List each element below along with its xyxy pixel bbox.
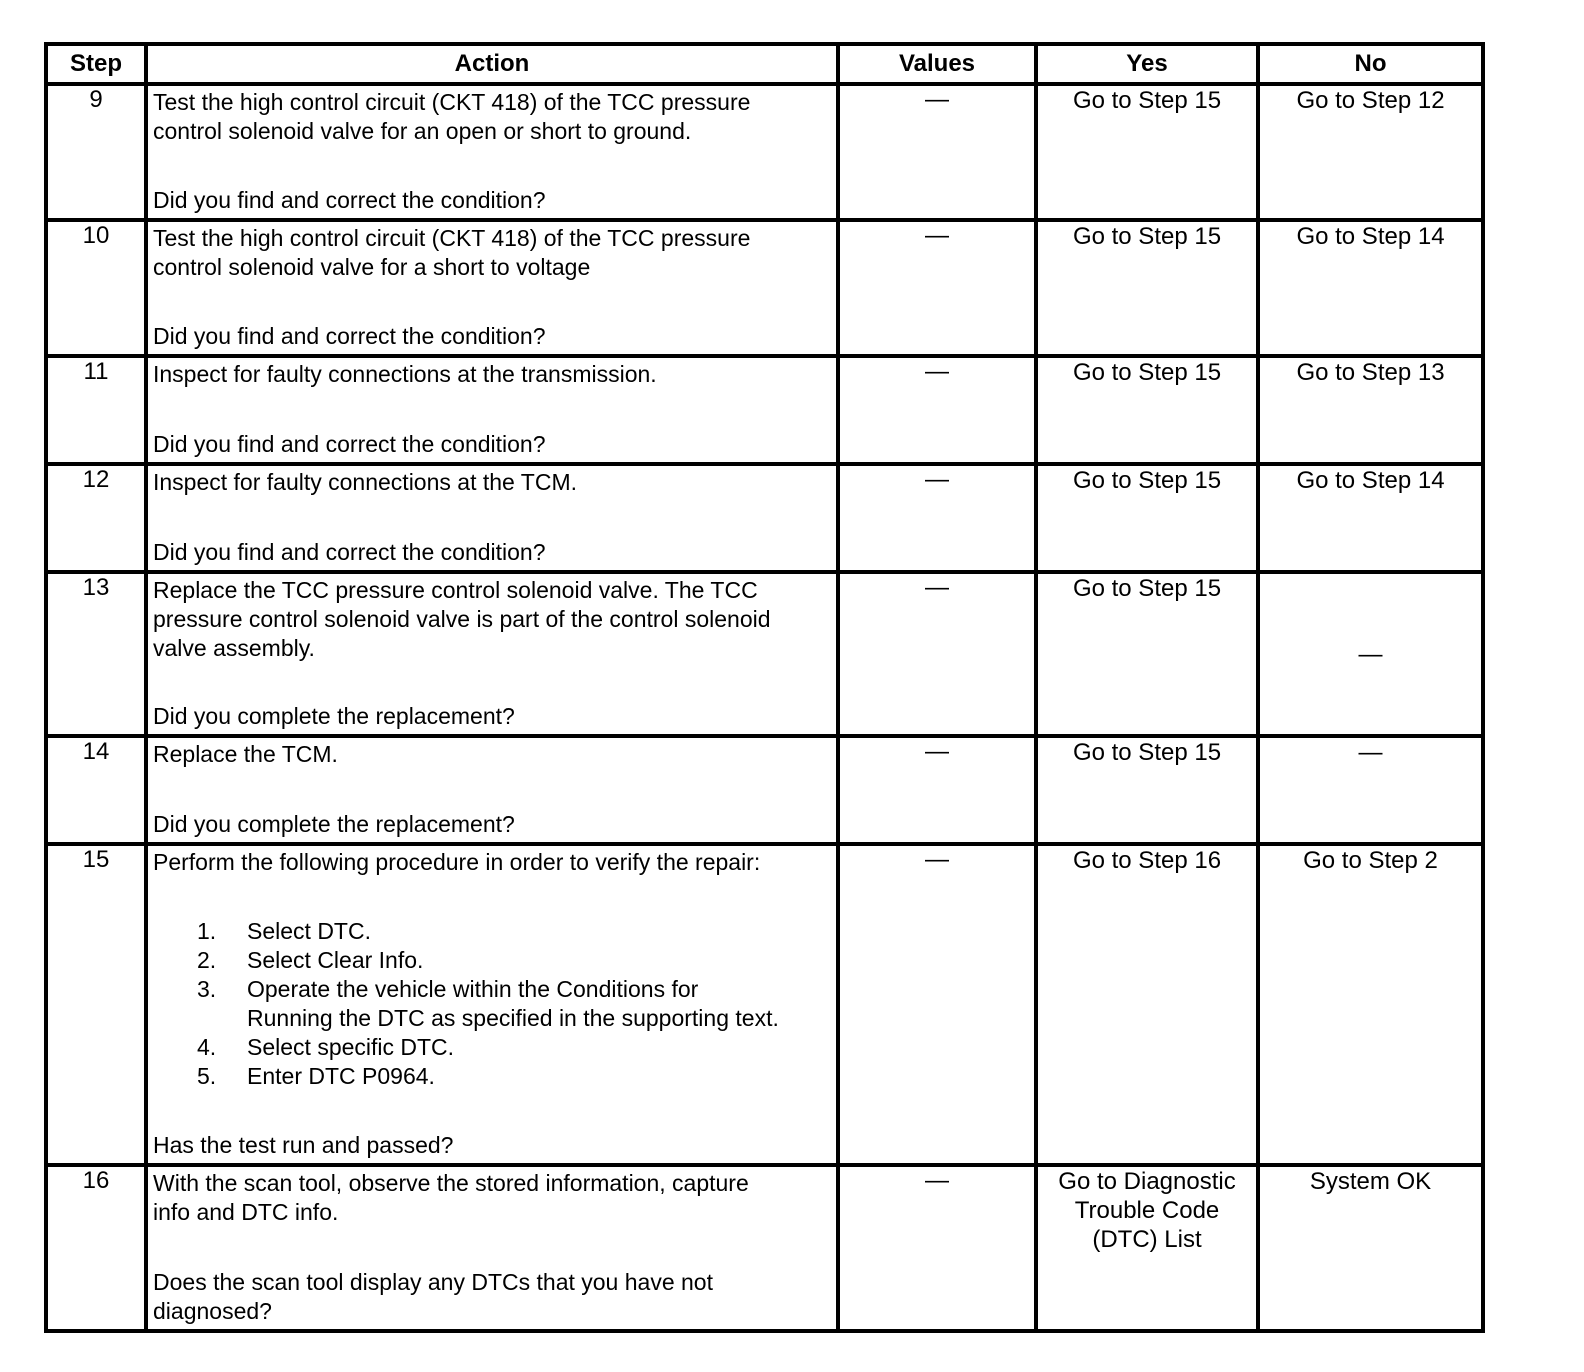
yes-cell: Go to Step 15	[1036, 572, 1258, 736]
no-cell: Go to Step 2	[1258, 844, 1483, 1165]
step-number: 11	[46, 356, 146, 464]
yes-cell: Go to Step 15	[1036, 736, 1258, 844]
step-number: 15	[46, 844, 146, 1165]
procedure-item: Enter DTC P0964.	[247, 1063, 435, 1089]
values-cell: —	[838, 220, 1036, 356]
action-cell	[146, 736, 838, 844]
table-row	[46, 220, 1483, 356]
table-row	[46, 84, 1483, 220]
table-row	[46, 572, 1483, 736]
values-cell: —	[838, 1165, 1036, 1331]
procedure-item: Operate the vehicle within the Conditions for Running the DTC as specified in the supporting text.	[247, 976, 779, 1031]
action-question: Did you find and correct the condition?	[153, 539, 546, 565]
header-step: Step	[46, 44, 146, 84]
no-cell: —	[1258, 572, 1483, 736]
action-cell	[146, 356, 838, 464]
no-cell: —	[1258, 736, 1483, 844]
step-number: 10	[46, 220, 146, 356]
diagnostic-table	[44, 42, 1485, 1333]
action-question: Does the scan tool display any DTCs that you have not diagnosed?	[153, 1269, 713, 1324]
action-text: Perform the following procedure in order to verify the repair:	[153, 849, 761, 875]
step-number: 13	[46, 572, 146, 736]
action-cell	[146, 84, 838, 220]
table-row	[46, 1165, 1483, 1331]
action-text: With the scan tool, observe the stored information, capture info and DTC info.	[153, 1170, 749, 1225]
action-question: Did you find and correct the condition?	[153, 187, 546, 213]
table-row	[46, 464, 1483, 572]
action-text: Inspect for faulty connections at the TCM.	[153, 469, 578, 495]
action-text: Test the high control circuit (CKT 418) of the TCC pressure control solenoid valve for a short to voltage	[153, 225, 751, 280]
header-yes: Yes	[1036, 44, 1258, 84]
yes-cell: Go to Step 15	[1036, 220, 1258, 356]
action-text: Inspect for faulty connections at the transmission.	[153, 361, 657, 387]
table-row	[46, 736, 1483, 844]
step-number: 16	[46, 1165, 146, 1331]
no-cell: System OK	[1258, 1165, 1483, 1331]
step-number: 12	[46, 464, 146, 572]
yes-cell: Go to Step 15	[1036, 464, 1258, 572]
action-cell	[146, 220, 838, 356]
no-cell: Go to Step 14	[1258, 464, 1483, 572]
yes-cell: Go to Diagnostic Trouble Code (DTC) List	[1036, 1165, 1258, 1331]
action-question: Did you find and correct the condition?	[153, 323, 546, 349]
values-cell: —	[838, 572, 1036, 736]
step-number: 9	[46, 84, 146, 220]
values-cell: —	[838, 356, 1036, 464]
procedure-item: Select DTC.	[247, 918, 371, 944]
action-text: Replace the TCM.	[153, 741, 338, 767]
action-question: Has the test run and passed?	[153, 1132, 454, 1158]
action-question: Did you complete the replacement?	[153, 811, 515, 837]
header-action: Action	[146, 44, 838, 84]
values-cell: —	[838, 84, 1036, 220]
action-cell	[146, 844, 838, 1165]
table-row	[46, 844, 1483, 1165]
values-cell: —	[838, 736, 1036, 844]
values-cell: —	[838, 464, 1036, 572]
action-question: Did you complete the replacement?	[153, 703, 515, 729]
action-question: Did you find and correct the condition?	[153, 431, 546, 457]
no-cell: Go to Step 13	[1258, 356, 1483, 464]
values-cell: —	[838, 844, 1036, 1165]
action-text: Test the high control circuit (CKT 418) of the TCC pressure control solenoid valve for an open or short to ground.	[153, 89, 751, 144]
action-cell	[146, 464, 838, 572]
yes-cell: Go to Step 16	[1036, 844, 1258, 1165]
action-cell	[146, 1165, 838, 1331]
no-cell: Go to Step 12	[1258, 84, 1483, 220]
no-cell: Go to Step 14	[1258, 220, 1483, 356]
action-cell	[146, 572, 838, 736]
procedure-item: Select specific DTC.	[247, 1034, 455, 1060]
header-row	[46, 44, 1483, 84]
header-no: No	[1258, 44, 1483, 84]
procedure-item: Select Clear Info.	[247, 947, 424, 973]
yes-cell: Go to Step 15	[1036, 356, 1258, 464]
table-row	[46, 356, 1483, 464]
yes-cell: Go to Step 15	[1036, 84, 1258, 220]
procedure-list	[153, 917, 832, 1091]
action-text: Replace the TCC pressure control solenoid valve. The TCC pressure control solenoid valve is part of the control solenoid valve assembly.	[153, 577, 771, 661]
step-number: 14	[46, 736, 146, 844]
header-values: Values	[838, 44, 1036, 84]
